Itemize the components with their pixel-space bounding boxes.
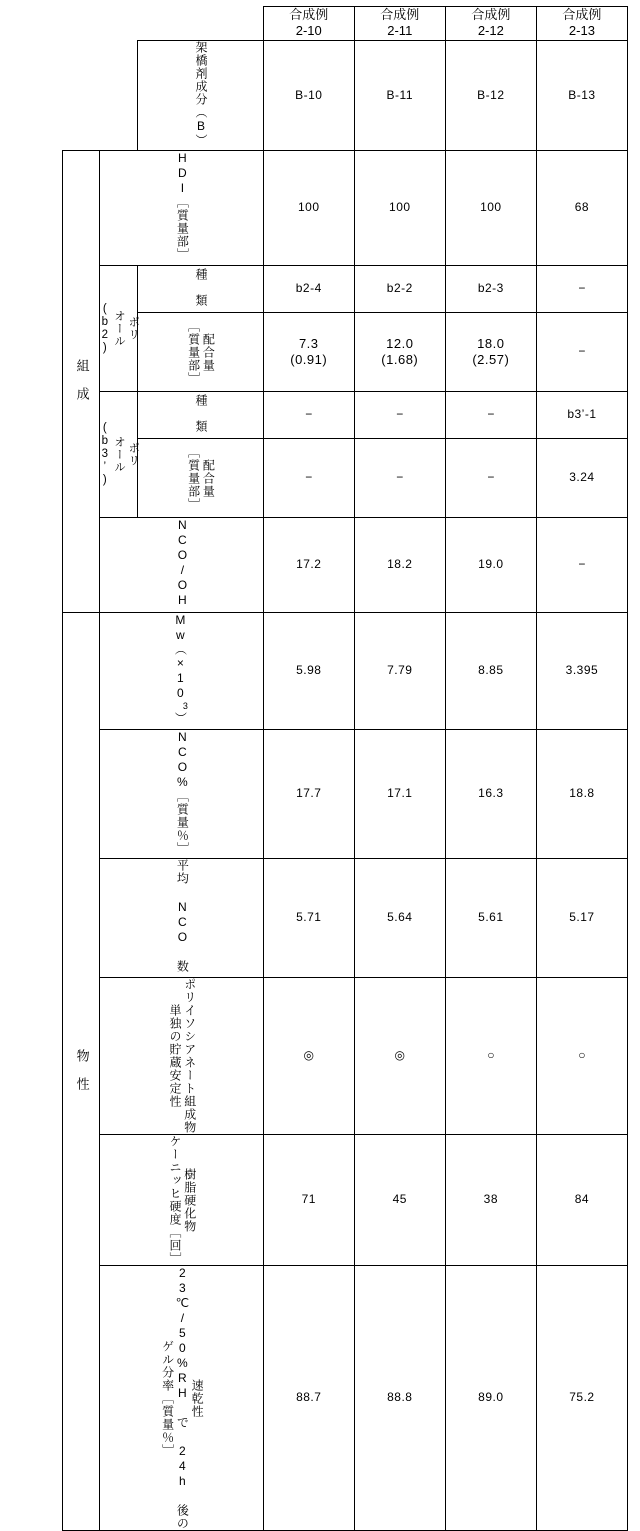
row-label-amount-b2: 配合量 ［質量部］ — [137, 313, 263, 392]
cell-quickdry-1: 88.7 — [263, 1266, 354, 1531]
row-polyol-b3-amount — [63, 439, 628, 518]
cell-avg-nco-1: 5.71 — [263, 859, 354, 978]
row-label-type-b2: 種 類 — [137, 266, 263, 313]
cell-b2-amount-1: 7.3 (0.91) — [263, 313, 354, 392]
cell-mw-3: 8.85 — [445, 612, 536, 729]
column-header-3: 合成例 2-12 — [445, 7, 536, 41]
row-label-nco-pct: NCO%［質量％］ — [100, 729, 263, 859]
column-header-1: 合成例 2-10 — [263, 7, 354, 41]
synthesis-example-table — [62, 6, 628, 1531]
cell-quickdry-2: 88.8 — [354, 1266, 445, 1531]
row-nco-pct — [63, 729, 628, 859]
header-spacer-1 — [63, 7, 100, 41]
column-header-2: 合成例 2-11 — [354, 7, 445, 41]
cell-b2-type-1: b2-4 — [263, 266, 354, 313]
row-quick-dry — [63, 1266, 628, 1531]
cell-b2-amount-3: 18.0 (2.57) — [445, 313, 536, 392]
cell-storage-4: ○ — [536, 978, 627, 1135]
row-label-storage-stability: ポリイソシアネート組成物 単独の貯蔵安定性 — [100, 978, 263, 1135]
cell-mw-2: 7.79 — [354, 612, 445, 729]
cell-b3-type-3: − — [445, 392, 536, 439]
cell-b3-amount-3: − — [445, 439, 536, 518]
cell-storage-3: ○ — [445, 978, 536, 1135]
row-hdi — [63, 151, 628, 266]
cell-hdi-4: 68 — [536, 151, 627, 266]
cell-b2-amount-2: 12.0 (1.68) — [354, 313, 445, 392]
column-header-4: 合成例 2-13 — [536, 7, 627, 41]
cell-quickdry-4: 75.2 — [536, 1266, 627, 1531]
cell-hdi-3: 100 — [445, 151, 536, 266]
cell-b2-type-4: − — [536, 266, 627, 313]
row-label-polyol-b2: ポリ オール (b2) — [100, 266, 137, 392]
cell-mw-1: 5.98 — [263, 612, 354, 729]
cell-avg-nco-3: 5.61 — [445, 859, 536, 978]
cell-crosslinker-3: B-12 — [445, 40, 536, 151]
row-resin-hardness — [63, 1135, 628, 1266]
cell-b3-type-4: b3’-1 — [536, 392, 627, 439]
header-spacer-3 — [137, 7, 195, 41]
row-label-crosslinker: 架橋剤成分（B） — [137, 40, 263, 151]
row-label-avg-nco: 平均 NCO 数 — [100, 859, 263, 978]
row-label-type-b3: 種 類 — [137, 392, 263, 439]
row-storage-stability — [63, 978, 628, 1135]
row-label-quick-dry: 速乾性 23℃/50%RH で 24h 後の ゲル分率［質量％］ — [100, 1266, 263, 1531]
cell-b3-type-2: − — [354, 392, 445, 439]
cell-hardness-3: 38 — [445, 1135, 536, 1266]
row-label-hdi: HDI［質量部］ — [100, 151, 263, 266]
row-label-nco-oh: NCO/OH — [100, 518, 263, 613]
row-label-resin-hardness: 樹脂硬化物 ケーニッヒ硬度［回］ — [100, 1135, 263, 1266]
cell-avg-nco-2: 5.64 — [354, 859, 445, 978]
cell-b2-type-3: b2-3 — [445, 266, 536, 313]
row-label-amount-b3: 配合量 ［質量部］ — [137, 439, 263, 518]
cell-b3-type-1: − — [263, 392, 354, 439]
row-spacer-crosslinker-2 — [100, 40, 137, 151]
cell-b3-amount-4: 3.24 — [536, 439, 627, 518]
row-avg-nco — [63, 859, 628, 978]
row-label-mw: $Mw(\times 10^3)$ — [100, 612, 263, 729]
row-polyol-b3-type — [63, 392, 628, 439]
cell-b3-amount-1: − — [263, 439, 354, 518]
cell-nco-pct-3: 16.3 — [445, 729, 536, 859]
row-crosslinker — [63, 40, 628, 151]
cell-nco-oh-3: 19.0 — [445, 518, 536, 613]
cell-nco-oh-4: − — [536, 518, 627, 613]
cell-hardness-2: 45 — [354, 1135, 445, 1266]
cell-hdi-1: 100 — [263, 151, 354, 266]
row-polyol-b2-amount — [63, 313, 628, 392]
cell-mw-4: 3.395 — [536, 612, 627, 729]
cell-nco-oh-1: 17.2 — [263, 518, 354, 613]
cell-crosslinker-4: B-13 — [536, 40, 627, 151]
row-polyol-b2-type — [63, 266, 628, 313]
cell-b2-amount-4: − — [536, 313, 627, 392]
cell-b2-type-2: b2-2 — [354, 266, 445, 313]
cell-storage-1: ◎ — [263, 978, 354, 1135]
cell-crosslinker-2: B-11 — [354, 40, 445, 151]
cell-storage-2: ◎ — [354, 978, 445, 1135]
cell-hdi-2: 100 — [354, 151, 445, 266]
header-spacer-4 — [195, 7, 263, 41]
table-header-row — [63, 7, 628, 41]
cell-hardness-1: 71 — [263, 1135, 354, 1266]
header-spacer-2 — [100, 7, 137, 41]
cell-hardness-4: 84 — [536, 1135, 627, 1266]
cell-quickdry-3: 89.0 — [445, 1266, 536, 1531]
cell-nco-pct-1: 17.7 — [263, 729, 354, 859]
cell-avg-nco-4: 5.17 — [536, 859, 627, 978]
cell-nco-pct-4: 18.8 — [536, 729, 627, 859]
cell-nco-oh-2: 18.2 — [354, 518, 445, 613]
cell-b3-amount-2: − — [354, 439, 445, 518]
row-spacer-crosslinker-1 — [63, 40, 100, 151]
row-label-polyol-b3: ポリ オール (b3’) — [100, 392, 137, 518]
cell-crosslinker-1: B-10 — [263, 40, 354, 151]
cell-nco-pct-2: 17.1 — [354, 729, 445, 859]
group-label-composition: 組 成 — [63, 151, 100, 613]
row-nco-oh — [63, 518, 628, 613]
row-mw — [63, 612, 628, 729]
group-label-properties: 物 性 — [63, 612, 100, 1530]
